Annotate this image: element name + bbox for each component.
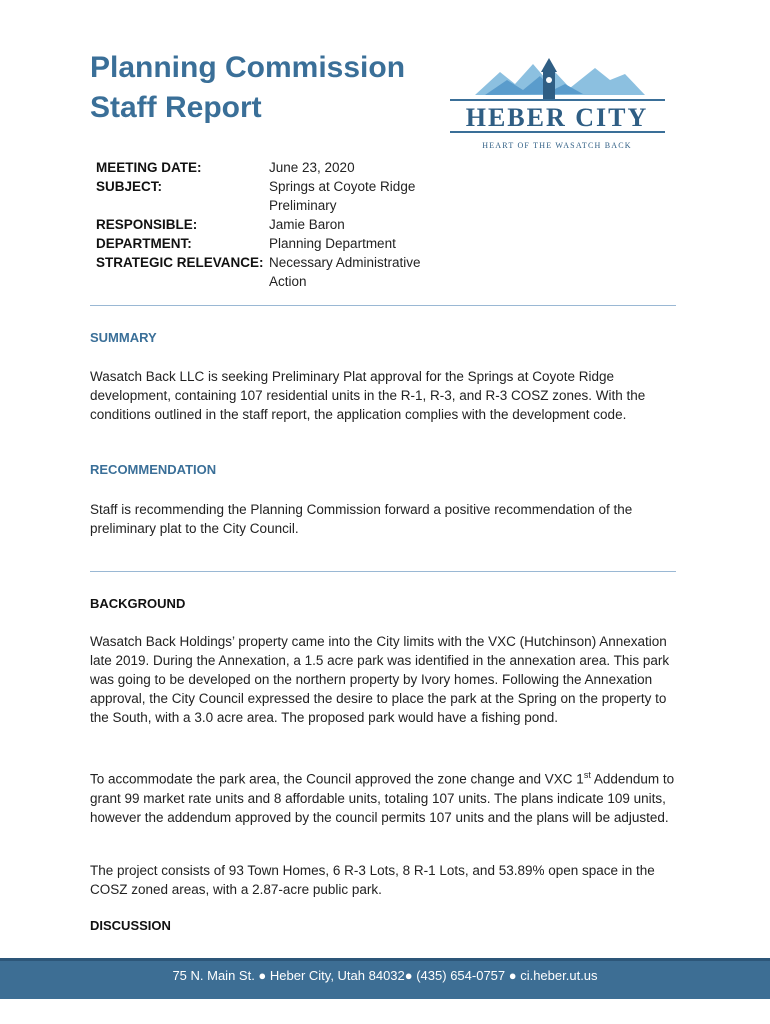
background-paragraph-2-end: Addendum to grant 99 market rate units and 8 affordable units, totaling 107 units. The plans indicate 109 units, however the addendum approved by the council permits 107 units and the plans will be adjusted. <box>90 771 675 825</box>
meeting-details <box>96 158 444 291</box>
meta-row-subject <box>96 177 444 215</box>
meta-label: STRATEGIC RELEVANCE: <box>96 255 264 270</box>
discussion-heading: DISCUSSION <box>90 918 171 933</box>
ordinal-suffix: st <box>583 770 591 780</box>
meta-value: Planning Department <box>269 236 396 251</box>
meta-value: Springs at Coyote Ridge Preliminary <box>269 179 416 213</box>
meta-row-strategic-relevance <box>96 253 444 291</box>
background-heading: BACKGROUND <box>90 596 186 611</box>
background-paragraph-2 <box>90 766 680 827</box>
meta-label: MEETING DATE: <box>96 160 202 175</box>
meta-row-department <box>96 234 444 253</box>
background-paragraph-1: Wasatch Back Holdings’ property came into the City limits with the VXC (Hutchinson) Annexation late 2019. During the Annexation, a 1.5 acre park was identified in the annexation area. This park was going to be developed on the northern property by Ivory homes. Following the Annexation approval, the City Council expressed the desire to place the park at the Spring on the property to the South, with a 3.0 acre area. The proposed park would have a fishing pond. <box>90 634 670 725</box>
meta-row-meeting-date <box>96 158 444 177</box>
divider <box>90 571 676 572</box>
footer-contact: 75 N. Main St. ● Heber City, Utah 84032● (435) 654-0757 ● ci.heber.ut.us <box>172 968 598 983</box>
summary-text: Wasatch Back LLC is seeking Preliminary Plat approval for the Springs at Coyote Ridge development, containing 107 residential units in the R-1, R-3, and R-3 COSZ zones. With the conditions outlined in the staff report, the application complies with the development code. <box>90 369 646 422</box>
report-title <box>90 48 405 128</box>
meta-label: DEPARTMENT: <box>96 236 192 251</box>
background-paragraph-3: The project consists of 93 Town Homes, 6 R-3 Lots, 8 R-1 Lots, and 53.89% open space in the COSZ zoned areas, with a 2.87-acre public park. <box>90 863 655 897</box>
heber-city-logo <box>445 50 670 160</box>
title-line-1: Planning Commission <box>90 51 406 84</box>
recommendation-text: Staff is recommending the Planning Commission forward a positive recommendation of the preliminary plat to the City Council. <box>90 502 633 536</box>
title-line-2: Staff Report <box>90 91 262 124</box>
meta-value: June 23, 2020 <box>269 160 355 175</box>
clock-tower-icon <box>541 58 557 100</box>
meta-label: RESPONSIBLE: <box>96 217 198 232</box>
summary-heading: SUMMARY <box>90 330 157 345</box>
meta-label: SUBJECT: <box>96 179 163 194</box>
logo-name: HEBER CITY <box>465 103 649 132</box>
background-paragraph-2-start: To accommodate the park area, the Council approved the zone change and VXC 1 <box>90 771 584 787</box>
meta-value: Jamie Baron <box>269 217 345 232</box>
recommendation-heading: RECOMMENDATION <box>90 462 217 477</box>
meta-value: Necessary Administrative Action <box>269 255 421 289</box>
meta-row-responsible <box>96 215 444 234</box>
divider <box>90 305 676 306</box>
logo-tagline: HEART OF THE WASATCH BACK <box>482 141 632 150</box>
